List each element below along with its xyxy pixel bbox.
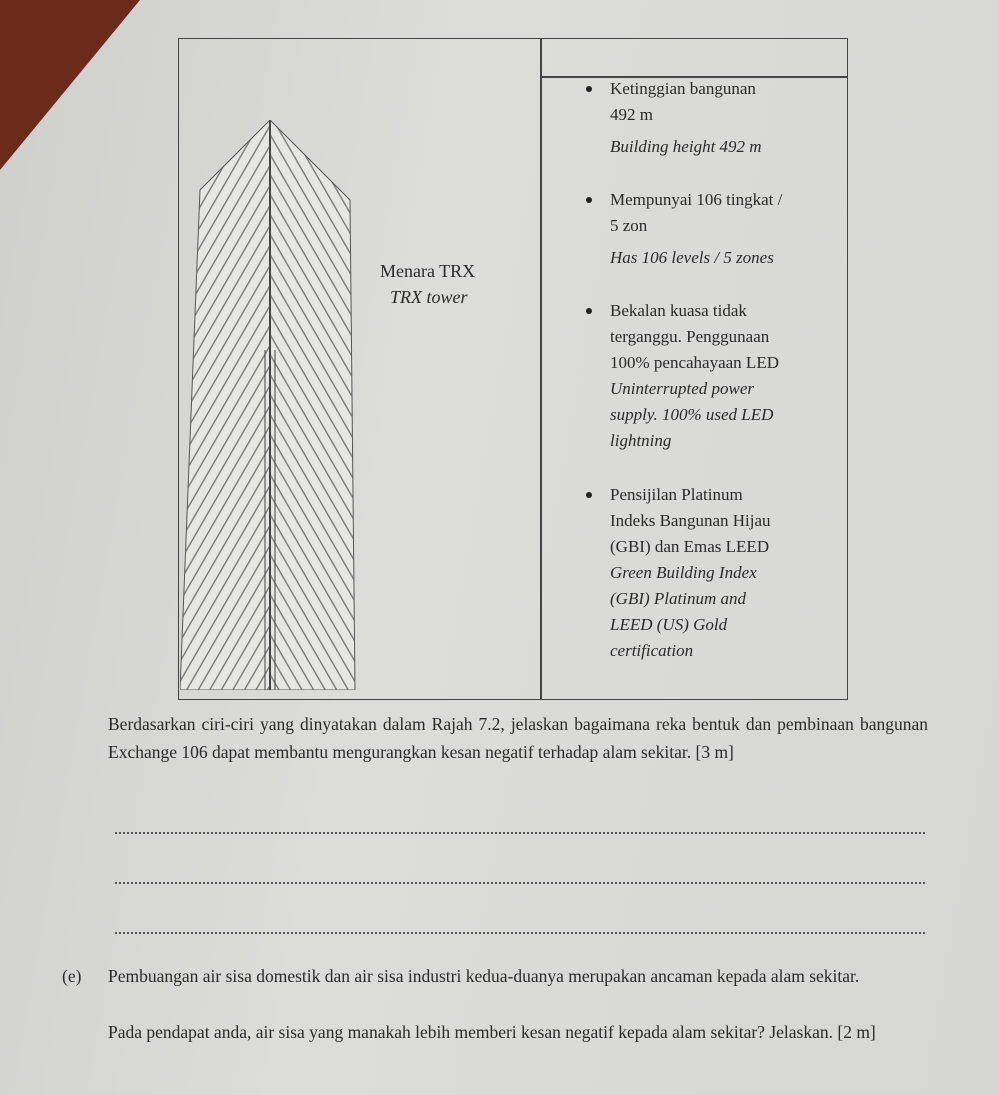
- fact-text: Indeks Bangunan Hijau: [610, 511, 771, 530]
- answer-line[interactable]: [115, 932, 925, 934]
- figure-divider: [540, 38, 542, 700]
- bullet-icon: [586, 197, 592, 203]
- background-surface: [0, 0, 180, 180]
- bullet-icon: [586, 86, 592, 92]
- fact-text: terganggu. Penggunaan: [610, 327, 770, 346]
- fact-text: Bekalan kuasa tidak: [610, 301, 747, 320]
- question-e-label: (e): [62, 966, 82, 986]
- fact-power: [610, 298, 840, 454]
- tower-label-ms: Menara TRX: [380, 261, 476, 281]
- fact-text-en: (GBI) Platinum and: [610, 589, 746, 608]
- fact-text: Pensijilan Platinum: [610, 485, 743, 504]
- fact-certification: [610, 482, 840, 664]
- fact-text: (GBI) dan Emas LEED: [610, 537, 770, 556]
- answer-line[interactable]: [115, 882, 925, 884]
- fact-text-en: lightning: [610, 431, 672, 450]
- fact-text: 5 zon: [610, 216, 648, 235]
- fact-levels: [610, 187, 840, 271]
- fact-text-en: Uninterrupted power: [610, 379, 755, 398]
- fact-text-en: LEED (US) Gold: [610, 615, 728, 634]
- fact-text: 100% pencahayaan LED: [610, 353, 779, 372]
- bullet-icon: [586, 308, 592, 314]
- tower-illustration: [180, 120, 370, 690]
- fact-text: Ketinggian bangunan: [610, 79, 756, 98]
- question-e-line2: Pada pendapat anda, air sisa yang manakah lebih memberi kesan negatif kepada alam sekitar? Jelaskan. [2 m]: [108, 1022, 876, 1042]
- fact-text-en: Green Building Index: [610, 563, 757, 582]
- fact-text-en: Building height 492 m: [610, 137, 762, 156]
- fact-text: 492 m: [610, 105, 653, 124]
- fact-text-en: supply. 100% used LED: [610, 405, 774, 424]
- question-e-line1: Pembuangan air sisa domestik dan air sisa industri kedua-duanya merupakan ancaman kepada alam sekitar.: [108, 966, 860, 986]
- tower-label-en: TRX tower: [390, 287, 468, 307]
- fact-text-en: certification: [610, 641, 694, 660]
- question-d-text: Berdasarkan ciri-ciri yang dinyatakan dalam Rajah 7.2, jelaskan bagaimana reka bentuk dan pembinaan bangunan Exchange 106 dapat membantu mengurangkan kesan negatif terhadap alam sekitar. [3 m]: [108, 714, 928, 762]
- fact-height: [610, 76, 840, 160]
- bullet-icon: [586, 492, 592, 498]
- answer-line[interactable]: [115, 832, 925, 834]
- fact-text: Mempunyai 106 tingkat /: [610, 190, 783, 209]
- fact-text-en: Has 106 levels / 5 zones: [610, 248, 774, 267]
